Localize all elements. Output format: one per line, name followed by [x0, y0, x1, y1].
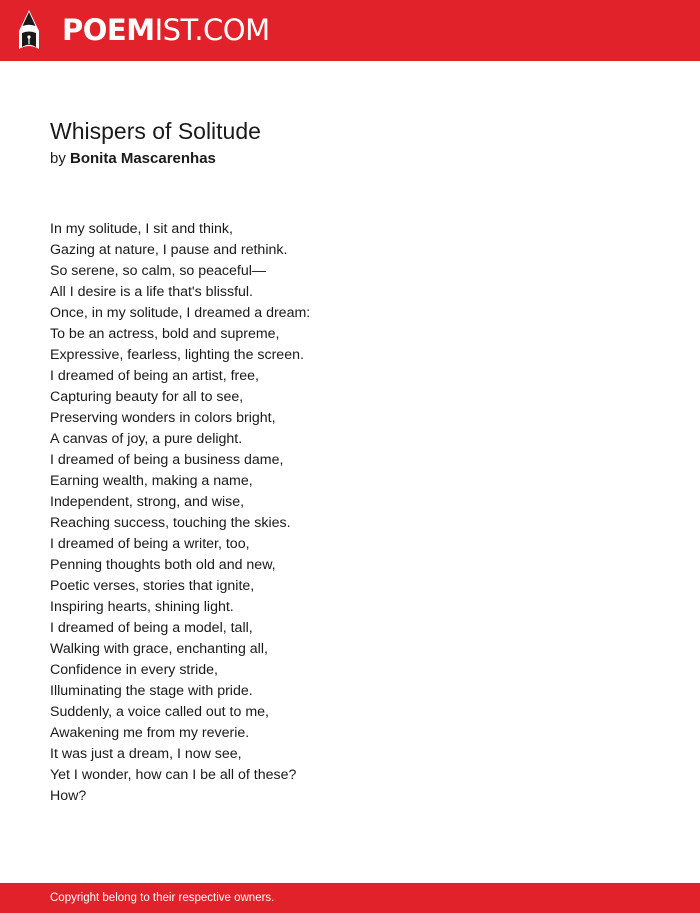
poem-line: I dreamed of being a writer, too, — [50, 536, 250, 552]
poem-line: Capturing beauty for all to see, — [50, 389, 244, 405]
poem-line: Awakening me from my reverie. — [50, 725, 250, 741]
poem-line: I dreamed of being a model, tall, — [50, 620, 253, 636]
poem-line: I dreamed of being a business dame, — [50, 452, 284, 468]
site-logo[interactable] — [62, 12, 270, 48]
poem-line: Yet I wonder, how can I be all of these? — [50, 767, 297, 783]
poem-line: It was just a dream, I now see, — [50, 746, 242, 762]
poem-line: To be an actress, bold and supreme, — [50, 326, 280, 342]
by-label: by — [50, 150, 66, 167]
copyright-text: Copyright belong to their respective owners. — [50, 892, 275, 904]
poem-line: So serene, so calm, so peaceful— — [50, 263, 267, 279]
site-footer — [0, 883, 700, 913]
poem-line: Poetic verses, stories that ignite, — [50, 578, 255, 594]
poem-line: Illuminating the stage with pride. — [50, 683, 253, 699]
pen-nib-icon[interactable] — [16, 9, 42, 51]
poem-line: All I desire is a life that's blissful. — [50, 284, 253, 300]
poem-line: Preserving wonders in colors bright, — [50, 410, 276, 426]
poem-byline — [50, 149, 216, 169]
poem-line: How? — [50, 788, 87, 804]
poem-line: Expressive, fearless, lighting the screen. — [50, 347, 304, 363]
poem-line: A canvas of joy, a pure delight. — [50, 431, 243, 447]
poem-line: Once, in my solitude, I dreamed a dream: — [50, 305, 311, 321]
poem-line: Independent, strong, and wise, — [50, 494, 245, 510]
site-header — [0, 0, 700, 61]
poem-line: Earning wealth, making a name, — [50, 473, 253, 489]
logo-bold-text: POEM — [62, 13, 155, 47]
poem-author: Bonita Mascarenhas — [70, 150, 216, 167]
poem-line: Gazing at nature, I pause and rethink. — [50, 242, 288, 258]
poem-title: Whispers of Solitude — [50, 118, 261, 144]
poem-line: I dreamed of being an artist, free, — [50, 368, 259, 384]
poem-body — [50, 219, 310, 807]
poem-line: In my solitude, I sit and think, — [50, 221, 233, 237]
poem-line: Suddenly, a voice called out to me, — [50, 704, 269, 720]
poem-line: Penning thoughts both old and new, — [50, 557, 276, 573]
logo-light-text: IST.COM — [154, 13, 270, 47]
poem-line: Confidence in every stride, — [50, 662, 218, 678]
poem-line: Walking with grace, enchanting all, — [50, 641, 268, 657]
poem-line: Reaching success, touching the skies. — [50, 515, 291, 531]
poem-line: Inspiring hearts, shining light. — [50, 599, 234, 615]
